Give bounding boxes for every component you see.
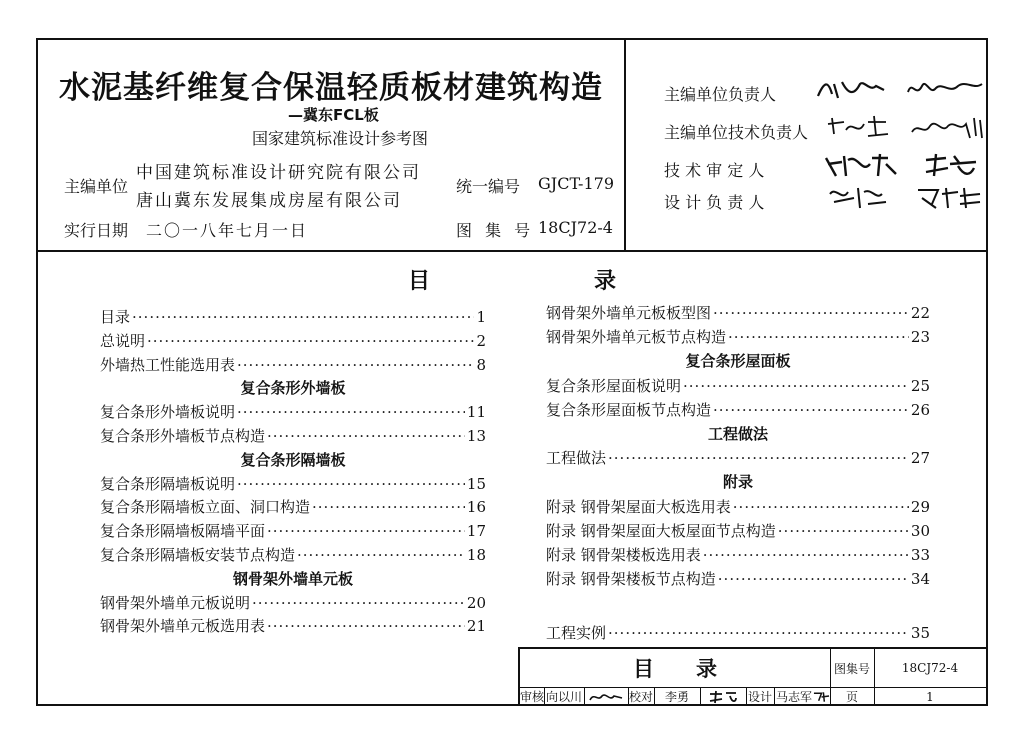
toc-leader-dots bbox=[713, 401, 909, 419]
signature-image bbox=[708, 690, 738, 704]
responsible-row bbox=[664, 158, 822, 186]
toc-entry[interactable] bbox=[546, 447, 930, 469]
responsible-title: 设 计 负 责 人 bbox=[664, 193, 765, 212]
signature-image bbox=[904, 74, 984, 104]
toc-entry-page: 20 bbox=[466, 593, 486, 612]
toc-leader-dots bbox=[733, 498, 909, 516]
reviewer-signature bbox=[584, 687, 628, 706]
signature-image bbox=[920, 150, 980, 180]
designer-name: 马志军 bbox=[776, 690, 813, 704]
signature-image bbox=[824, 112, 894, 142]
atlas-number-value: 18CJ72-4 bbox=[538, 218, 613, 237]
toc-entry[interactable] bbox=[100, 592, 486, 614]
toc-entry-title: 总说明 bbox=[100, 331, 146, 350]
sheet-header bbox=[38, 40, 986, 252]
toc-leader-dots bbox=[267, 522, 465, 540]
toc-leader-dots bbox=[312, 498, 465, 516]
toc-entry[interactable] bbox=[546, 302, 930, 324]
toc-leader-dots bbox=[683, 377, 909, 395]
unified-code-value: GJCT-179 bbox=[538, 174, 614, 193]
toc-entry-title: 复合条形隔墙板说明 bbox=[100, 474, 236, 493]
checker-name: 李勇 bbox=[664, 690, 689, 704]
toc-section-heading: 复合条形外墙板 bbox=[240, 379, 346, 398]
toc-entry-title: 钢骨架外墙单元板选用表 bbox=[100, 617, 266, 636]
signature-image bbox=[814, 74, 894, 104]
page-number: 1 bbox=[926, 689, 934, 704]
toc-section-heading: 复合条形隔墙板 bbox=[240, 450, 346, 469]
toc-entry-page: 23 bbox=[910, 328, 930, 347]
toc-leader-dots bbox=[132, 308, 474, 326]
toc-entry[interactable] bbox=[546, 520, 930, 542]
toc-entry[interactable] bbox=[100, 473, 486, 495]
toc-leader-dots bbox=[267, 617, 465, 635]
toc-section-heading: 复合条形屋面板 bbox=[685, 352, 791, 371]
toc-entry[interactable] bbox=[100, 330, 486, 352]
responsible-row bbox=[664, 190, 822, 218]
toc-entry-title: 复合条形屋面板节点构造 bbox=[546, 400, 712, 419]
toc-leader-dots bbox=[237, 403, 465, 421]
toc-entry-title: 外墙热工性能选用表 bbox=[100, 355, 236, 374]
organization-2: 唐山冀东发展集成房屋有限公司 bbox=[136, 191, 402, 211]
toc-entry-title: 钢骨架外墙单元板说明 bbox=[100, 593, 251, 612]
toc-entry[interactable] bbox=[546, 496, 930, 518]
toc-entry-page: 1 bbox=[476, 308, 486, 326]
responsible-title: 主编单位技术负责人 bbox=[664, 123, 809, 142]
toc-leader-dots bbox=[237, 475, 465, 493]
toc-section-heading: 钢骨架外墙单元板 bbox=[232, 569, 354, 588]
toc-leader-dots bbox=[252, 594, 465, 612]
toc-leader-dots bbox=[713, 304, 909, 322]
signature-image bbox=[822, 150, 902, 180]
toc-entry-page: 33 bbox=[910, 546, 930, 564]
toc-entry[interactable] bbox=[546, 544, 930, 566]
signature-image bbox=[914, 182, 984, 212]
toc-entry-page: 35 bbox=[910, 624, 930, 642]
toc-leader-dots bbox=[297, 546, 465, 564]
toc-entry[interactable] bbox=[546, 568, 930, 590]
toc-entry-title: 附录 钢骨架楼板节点构造 bbox=[546, 570, 716, 589]
design-label: 设计 bbox=[747, 690, 772, 704]
toc-entry-title: 复合条形隔墙板立面、洞口构造 bbox=[100, 498, 311, 517]
document-subtitle: —冀东FCL板 bbox=[288, 106, 379, 124]
toc-entry[interactable] bbox=[100, 354, 486, 376]
toc-entry-page: 16 bbox=[466, 498, 486, 517]
toc-entry-page: 2 bbox=[476, 331, 486, 350]
implementation-date-label: 实行日期 bbox=[64, 221, 129, 240]
toc-entry-title: 复合条形外墙板说明 bbox=[100, 403, 236, 422]
toc-entry-title: 附录 钢骨架屋面大板选用表 bbox=[546, 497, 731, 516]
toc-leader-dots bbox=[608, 449, 909, 467]
toc-heading-right: 录 bbox=[594, 269, 617, 294]
unified-code-label: 统一编号 bbox=[456, 177, 521, 196]
check-label: 校对 bbox=[628, 690, 653, 704]
toc-entry-title: 复合条形隔墙板隔墙平面 bbox=[100, 522, 266, 541]
toc-entry-title: 复合条形隔墙板安装节点构造 bbox=[100, 546, 296, 564]
toc-leader-dots bbox=[267, 427, 465, 445]
chief-editor-label: 主编单位 bbox=[64, 177, 129, 196]
toc-entry-page: 25 bbox=[910, 376, 930, 395]
toc-entry[interactable] bbox=[100, 496, 486, 518]
title-block bbox=[518, 647, 986, 706]
toc-heading-left: 目 bbox=[408, 269, 431, 294]
implementation-date-value: 二〇一八年七月一日 bbox=[146, 221, 309, 240]
toc-entry[interactable] bbox=[100, 520, 486, 542]
toc-entry-page: 30 bbox=[910, 521, 930, 540]
signature-image bbox=[908, 112, 988, 142]
toc-entry[interactable] bbox=[546, 326, 930, 348]
designer-cell bbox=[774, 687, 830, 706]
header-info-panel bbox=[38, 40, 626, 250]
toc-entry-page: 8 bbox=[476, 355, 486, 374]
toc-entry[interactable] bbox=[100, 306, 486, 328]
toc-entry-title: 附录 钢骨架楼板选用表 bbox=[546, 546, 701, 564]
toc-entry-page: 18 bbox=[466, 546, 486, 564]
toc-entry-page: 27 bbox=[910, 449, 930, 468]
signature-image bbox=[588, 690, 624, 704]
toc-entry[interactable] bbox=[546, 622, 930, 644]
title-block-atlas-number: 18CJ72-4 bbox=[901, 661, 959, 675]
toc-entry-page: 11 bbox=[466, 403, 486, 422]
responsible-row bbox=[664, 82, 822, 110]
organization-1: 中国建筑标准设计研究院有限公司 bbox=[136, 163, 421, 183]
toc-entry[interactable] bbox=[100, 401, 486, 423]
toc-entry-title: 工程做法 bbox=[546, 449, 607, 468]
toc-entry-title: 工程实例 bbox=[546, 624, 607, 642]
document-title: 水泥基纤维复合保温轻质板材建筑构造 bbox=[59, 70, 603, 106]
toc-entry-page: 26 bbox=[910, 400, 930, 419]
review-label: 审核 bbox=[520, 690, 545, 704]
toc-entry-page: 13 bbox=[466, 427, 486, 445]
toc-entry-title: 钢骨架外墙单元板节点构造 bbox=[546, 328, 727, 347]
toc-leader-dots bbox=[703, 546, 909, 564]
toc-entry-page: 15 bbox=[466, 474, 486, 493]
drawing-sheet bbox=[36, 38, 988, 706]
atlas-number-label: 图 集 号 bbox=[456, 221, 535, 240]
toc-leader-dots bbox=[778, 522, 909, 540]
toc-leader-dots bbox=[718, 570, 909, 588]
toc-entry-title: 钢骨架外墙单元板板型图 bbox=[546, 304, 712, 322]
reviewer-name: 向以川 bbox=[545, 690, 582, 704]
toc-entry-title: 复合条形屋面板说明 bbox=[546, 376, 682, 395]
toc-entry[interactable] bbox=[100, 615, 486, 637]
title-block-atlas-label: 图集号 bbox=[833, 661, 870, 676]
toc-leader-dots bbox=[608, 624, 909, 642]
checker-signature bbox=[700, 687, 746, 706]
toc-entry-page: 21 bbox=[466, 617, 486, 636]
title-block-sheet-title: 目 录 bbox=[633, 657, 717, 681]
toc-leader-dots bbox=[147, 332, 474, 350]
toc-entry[interactable] bbox=[546, 399, 930, 421]
document-series: 国家建筑标准设计参考图 bbox=[252, 129, 429, 148]
toc-entry[interactable] bbox=[100, 425, 486, 447]
signature-image bbox=[824, 182, 894, 212]
toc-leader-dots bbox=[728, 328, 909, 346]
toc-entry-title: 附录 钢骨架屋面大板屋面节点构造 bbox=[546, 521, 776, 540]
responsible-title: 技 术 审 定 人 bbox=[664, 161, 765, 180]
page-label: 页 bbox=[845, 690, 858, 704]
signature-image bbox=[813, 690, 830, 704]
responsible-row bbox=[664, 120, 822, 148]
toc-entry-title: 目录 bbox=[100, 308, 131, 326]
toc-entry-page: 17 bbox=[466, 522, 486, 541]
toc-section-heading: 附录 bbox=[722, 473, 754, 492]
toc-entry-page: 29 bbox=[910, 497, 930, 516]
responsible-title: 主编单位负责人 bbox=[664, 85, 777, 104]
toc-leader-dots bbox=[237, 356, 474, 374]
toc-entry[interactable] bbox=[100, 544, 486, 566]
toc-section-heading: 工程做法 bbox=[707, 425, 769, 443]
toc-entry-title: 复合条形外墙板节点构造 bbox=[100, 427, 266, 445]
toc-entry[interactable] bbox=[546, 375, 930, 397]
toc-entry-page: 34 bbox=[910, 570, 930, 589]
toc-entry-page: 22 bbox=[910, 304, 930, 322]
